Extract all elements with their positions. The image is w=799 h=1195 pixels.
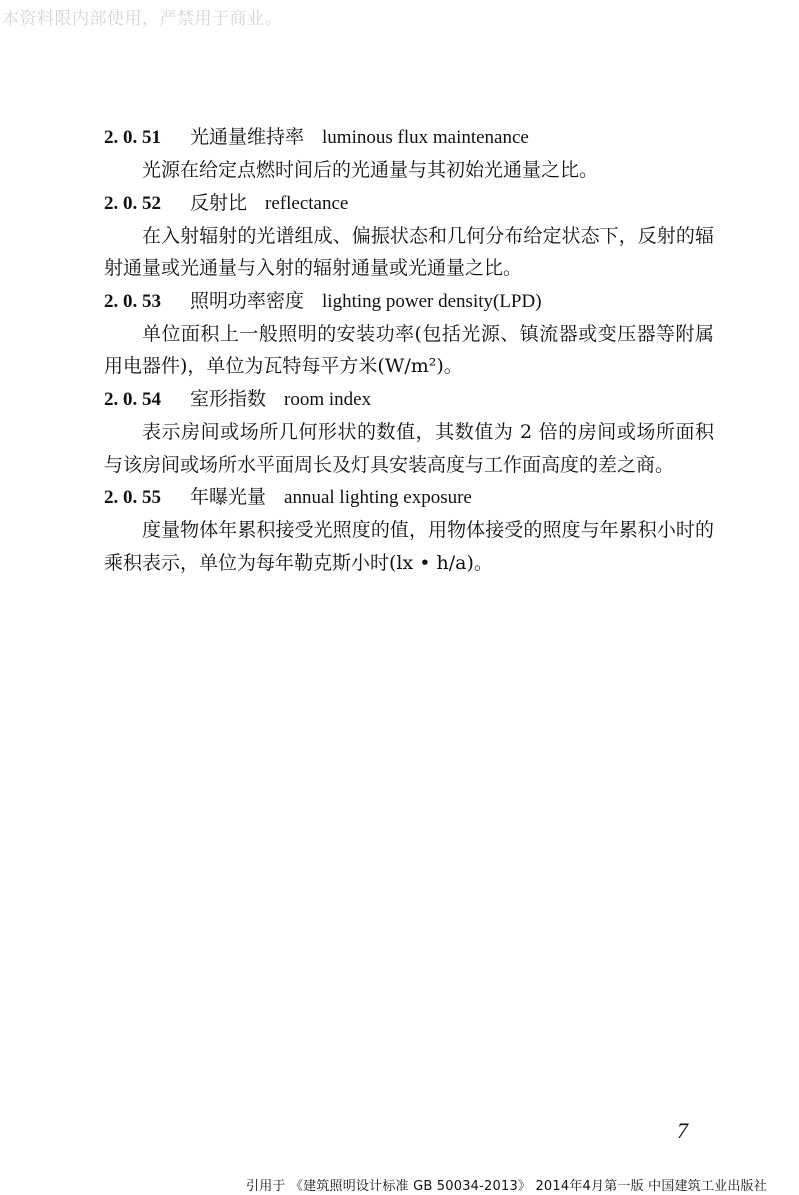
term-number: 2. 0. 51	[104, 127, 161, 148]
term-entry-2-0-54	[104, 383, 714, 481]
term-english: reflectance	[265, 192, 349, 214]
document-body	[104, 121, 714, 579]
term-definition: 光源在给定点燃时间后的光通量与其初始光通量之比。	[142, 159, 599, 181]
term-heading	[104, 187, 714, 220]
term-chinese: 室形指数	[190, 387, 267, 410]
term-chinese: 光通量维持率	[190, 126, 305, 148]
watermark-text: 本资料限内部使用，严禁用于商业。	[2, 9, 282, 29]
term-definition: 在入射辐射的光谱组成、偏振状态和几何分布给定状态下，反射的辐射通量或光通量与入射的辐射通量或光通量之比。	[104, 224, 714, 280]
term-chinese: 年曝光量	[190, 486, 267, 509]
term-number: 2. 0. 52	[104, 192, 161, 214]
term-entry-2-0-51	[104, 121, 714, 187]
term-entry-2-0-52	[104, 187, 714, 285]
term-entry-2-0-55	[104, 481, 714, 579]
term-number: 2. 0. 55	[104, 487, 161, 509]
term-english: room index	[284, 388, 372, 410]
term-chinese: 照明功率密度	[190, 289, 305, 312]
term-chinese: 反射比	[190, 191, 248, 214]
term-number: 2. 0. 53	[104, 290, 161, 312]
term-english: annual lighting exposure	[284, 487, 472, 509]
term-heading	[104, 285, 714, 318]
term-heading	[104, 481, 714, 514]
term-definition: 表示房间或场所几何形状的数值，其数值为 2 倍的房间或场所面积与该房间或场所水平面周长及灯具安装高度与工作面高度的差之商。	[104, 420, 714, 476]
term-english: luminous flux maintenance	[322, 127, 529, 148]
term-english: lighting power density(LPD)	[322, 290, 542, 312]
term-heading	[104, 121, 714, 154]
term-definition: 度量物体年累积接受光照度的值，用物体接受的照度与年累积小时的乘积表示，单位为每年勒克斯小时(lx • h/a)。	[104, 519, 714, 574]
term-definition: 单位面积上一般照明的安装功率(包括光源、镇流器或变压器等附属用电器件)，单位为瓦特每平方米(W/m²)。	[104, 322, 714, 378]
page-number: 7	[677, 1118, 688, 1143]
term-heading	[104, 383, 714, 416]
citation-footer: 引用于 《建筑照明设计标准 GB 50034-2013》 2014年4月第一版 中国建筑工业出版社	[246, 1179, 767, 1194]
term-entry-2-0-53	[104, 285, 714, 383]
term-number: 2. 0. 54	[104, 388, 161, 410]
